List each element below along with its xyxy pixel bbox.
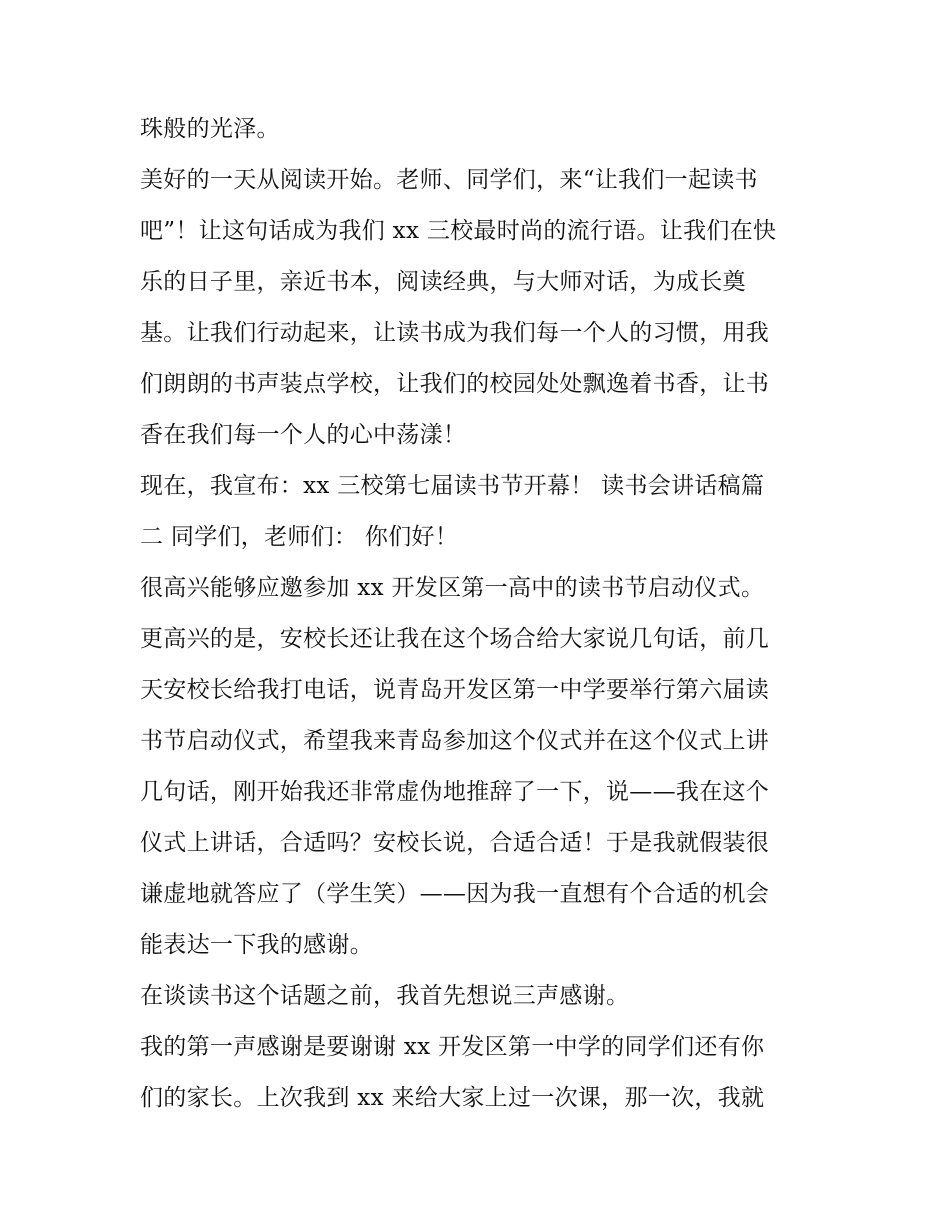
text-line: 二 同学们，老师们： 你们好！: [140, 524, 459, 550]
text-line: 仪式上讲话，合适吗？安校长说，合适合适！于是我就假装很: [140, 830, 770, 856]
text-line: 能表达一下我的感谢。: [140, 932, 373, 958]
text-line: 香在我们每一个人的心中荡漾！: [140, 422, 467, 448]
text-line: 天安校长给我打电话，说青岛开发区第一中学要举行第六届读: [140, 677, 770, 703]
text-line: 乐的日子里，亲近书本，阅读经典，与大师对话，为成长奠: [140, 269, 746, 295]
text-line: 谦虚地就答应了（学生笑）——因为我一直想有个合适的机会: [140, 881, 770, 907]
text-line: 在谈读书这个话题之前，我首先想说三声感谢。: [140, 983, 630, 1009]
text-line: 现在，我宣布：xx 三校第七届读书节开幕！ 读书会讲话稿篇: [140, 473, 765, 499]
text-line: 更高兴的是，安校长还让我在这个场合给大家说几句话，前几: [140, 626, 770, 652]
text-line: 书节启动仪式，希望我来青岛参加这个仪式并在这个仪式上讲: [140, 728, 770, 754]
text-line: 珠般的光泽。: [140, 116, 280, 142]
text-line: 们的家长。上次我到 xx 来给大家上过一次课，那一次，我就: [140, 1085, 765, 1111]
text-line: 很高兴能够应邀参加 xx 开发区第一高中的读书节启动仪式。: [140, 575, 765, 601]
text-line: 几句话，刚开始我还非常虚伪地推辞了一下，说——我在这个: [140, 779, 770, 805]
text-line: 美好的一天从阅读开始。老师、同学们，来“让我们一起读书: [140, 167, 758, 193]
text-line: 基。让我们行动起来，让读书成为我们每一个人的习惯，用我: [140, 320, 770, 346]
text-line: 们朗朗的书声装点学校，让我们的校园处处飘逸着书香，让书: [140, 371, 770, 397]
text-line: 吧”！让这句话成为我们 xx 三校最时尚的流行语。让我们在快: [140, 218, 777, 244]
document-body: [140, 104, 830, 1124]
text-line: 我的第一声感谢是要谢谢 xx 开发区第一中学的同学们还有你: [140, 1034, 765, 1060]
